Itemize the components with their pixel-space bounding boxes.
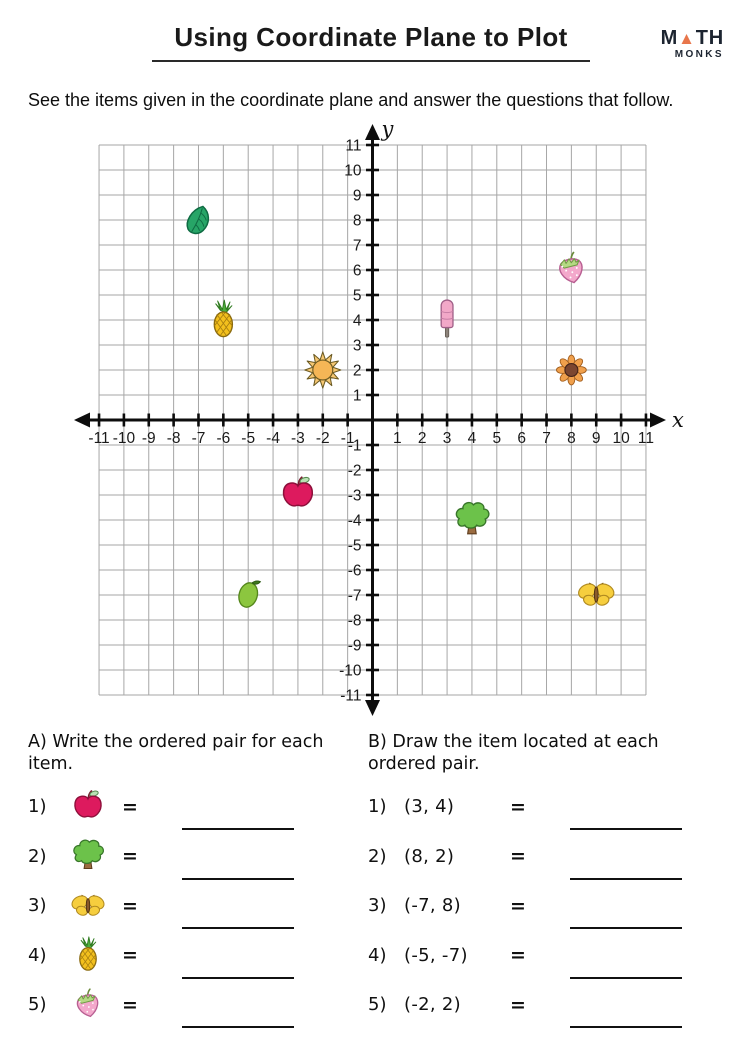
butterfly-icon	[64, 887, 112, 925]
x-tick-label: -2	[315, 430, 330, 447]
question-row	[368, 782, 724, 832]
question-row	[368, 881, 724, 931]
math-monks-logo	[661, 28, 724, 60]
y-tick-label: 6	[352, 262, 362, 280]
y-tick-label: 1	[352, 387, 362, 405]
ordered-pair: (-2, 2)	[404, 994, 461, 1016]
x-tick-label: 11	[637, 430, 655, 447]
ordered-pair: (-5, -7)	[404, 944, 468, 966]
x-tick-label: 4	[467, 430, 477, 447]
question-row	[368, 930, 724, 980]
equals-sign: =	[122, 894, 138, 917]
section-a	[28, 731, 368, 1029]
y-axis-bottom-arrow	[365, 700, 380, 716]
x-tick-label: -4	[266, 430, 280, 447]
logo-letters-th: TH	[695, 27, 724, 49]
y-tick-label: 5	[352, 287, 362, 305]
section-b	[368, 731, 724, 1029]
section-b-heading: B) Draw the item located at each ordered pair.	[368, 732, 659, 775]
equals-sign: =	[122, 845, 138, 868]
y-tick-label: 10	[344, 162, 362, 180]
ordered-pair: (8, 2)	[404, 845, 455, 867]
question-number: 2)	[368, 845, 387, 867]
x-tick-label: 8	[567, 430, 576, 447]
y-tick-label: 11	[345, 137, 362, 155]
question-number: 3)	[28, 895, 47, 917]
equals-sign: =	[510, 993, 526, 1016]
x-axis-left-arrow	[74, 413, 90, 428]
answer-line	[570, 977, 682, 979]
y-axis-label: y	[381, 120, 394, 141]
question-number: 1)	[368, 796, 387, 818]
page-title: Using Coordinate Plane to Plot	[152, 22, 589, 62]
question-row	[368, 980, 724, 1030]
logo-letter-m: M	[660, 27, 679, 49]
x-tick-label: 10	[612, 430, 630, 447]
plot-item-sun-icon	[305, 352, 341, 388]
question-number: 3)	[368, 895, 387, 917]
question-row	[28, 881, 368, 931]
x-tick-label: -9	[141, 430, 156, 447]
equals-sign: =	[122, 795, 138, 818]
question-number: 5)	[28, 994, 47, 1016]
question-row	[28, 782, 368, 832]
y-tick-label: 8	[352, 212, 362, 230]
answer-line	[570, 878, 682, 880]
question-number: 2)	[28, 845, 47, 867]
plot-item-popsicle-icon	[441, 300, 453, 337]
y-tick-label: -4	[347, 512, 362, 530]
question-row	[28, 831, 368, 881]
answer-line	[182, 1026, 294, 1028]
y-tick-label: -7	[347, 587, 362, 605]
answer-line	[570, 927, 682, 929]
questions-section	[28, 731, 724, 1029]
tree-icon	[64, 837, 112, 875]
question-row	[28, 930, 368, 980]
header	[0, 22, 742, 62]
x-tick-label: 6	[517, 430, 526, 447]
pineapple-icon	[64, 936, 112, 974]
plot-item-pineapple-icon	[214, 300, 232, 337]
x-tick-label: -11	[88, 430, 110, 447]
equals-sign: =	[122, 993, 138, 1016]
x-axis-label: x	[672, 408, 684, 432]
x-axis-right-arrow	[650, 413, 666, 428]
x-tick-label: 1	[393, 430, 402, 447]
answer-line	[182, 977, 294, 979]
x-tick-label: 7	[542, 430, 551, 447]
section-a-rows	[28, 782, 368, 1030]
plot-item-strawberry-icon	[557, 251, 585, 284]
y-tick-label: -10	[339, 662, 362, 680]
question-number: 5)	[368, 994, 387, 1016]
y-tick-label: 3	[352, 337, 362, 355]
question-number: 4)	[28, 944, 47, 966]
logo-triangle-icon: ▲	[678, 29, 696, 48]
plot-item-lime-icon	[236, 577, 261, 609]
instructions-text: See the items given in the coordinate plane and answer the questions that follow.	[28, 90, 674, 110]
answer-line	[182, 927, 294, 929]
y-tick-label: -11	[340, 687, 362, 705]
answer-line	[570, 828, 682, 830]
ordered-pair: (-7, 8)	[404, 895, 461, 917]
x-tick-label: 2	[417, 430, 427, 447]
y-tick-label: -8	[347, 612, 362, 630]
logo-monks-text: MONKS	[674, 49, 724, 60]
x-tick-label: -3	[291, 430, 305, 447]
plot-item-leaf-icon	[185, 203, 212, 236]
x-tick-label: 3	[442, 430, 452, 447]
section-a-heading: A) Write the ordered pair for each item.	[28, 732, 324, 775]
y-tick-label: -6	[347, 562, 362, 580]
y-axis-top-arrow	[365, 124, 380, 140]
y-tick-label: 4	[352, 312, 362, 330]
equals-sign: =	[510, 795, 526, 818]
x-tick-label: -7	[191, 430, 206, 447]
y-tick-label: 7	[352, 237, 362, 255]
x-tick-label: -1	[340, 430, 355, 447]
plot-item-sunflower-icon	[556, 355, 586, 385]
x-tick-label: -8	[166, 430, 181, 447]
y-tick-label: -2	[347, 462, 362, 480]
x-tick-label: -10	[112, 430, 136, 447]
equals-sign: =	[510, 894, 526, 917]
logo-wordmark	[661, 28, 724, 48]
y-tick-label: 2	[352, 362, 362, 380]
equals-sign: =	[510, 944, 526, 967]
apple-icon	[64, 788, 112, 826]
axes	[74, 124, 666, 716]
equals-sign: =	[510, 845, 526, 868]
x-tick-label: -6	[216, 430, 231, 447]
question-row	[28, 980, 368, 1030]
ordered-pair: (3, 4)	[404, 796, 455, 818]
section-b-rows	[368, 782, 724, 1030]
y-tick-label: -5	[347, 537, 362, 555]
question-number: 1)	[28, 796, 47, 818]
strawberry-icon	[64, 986, 112, 1024]
question-number: 4)	[368, 944, 387, 966]
answer-line	[570, 1026, 682, 1028]
plot-item-tree-icon	[456, 503, 488, 534]
y-tick-label: -3	[347, 487, 362, 505]
y-tick-label: -9	[347, 637, 362, 655]
question-row	[368, 831, 724, 881]
answer-line	[182, 878, 294, 880]
coordinate-plane	[0, 120, 742, 720]
x-tick-label: -5	[241, 430, 256, 447]
x-tick-label: 9	[591, 430, 601, 447]
y-tick-label: 9	[352, 187, 362, 205]
x-tick-label: 5	[492, 430, 502, 447]
equals-sign: =	[122, 944, 138, 967]
y-tick-label: -1	[347, 437, 362, 455]
answer-line	[182, 828, 294, 830]
